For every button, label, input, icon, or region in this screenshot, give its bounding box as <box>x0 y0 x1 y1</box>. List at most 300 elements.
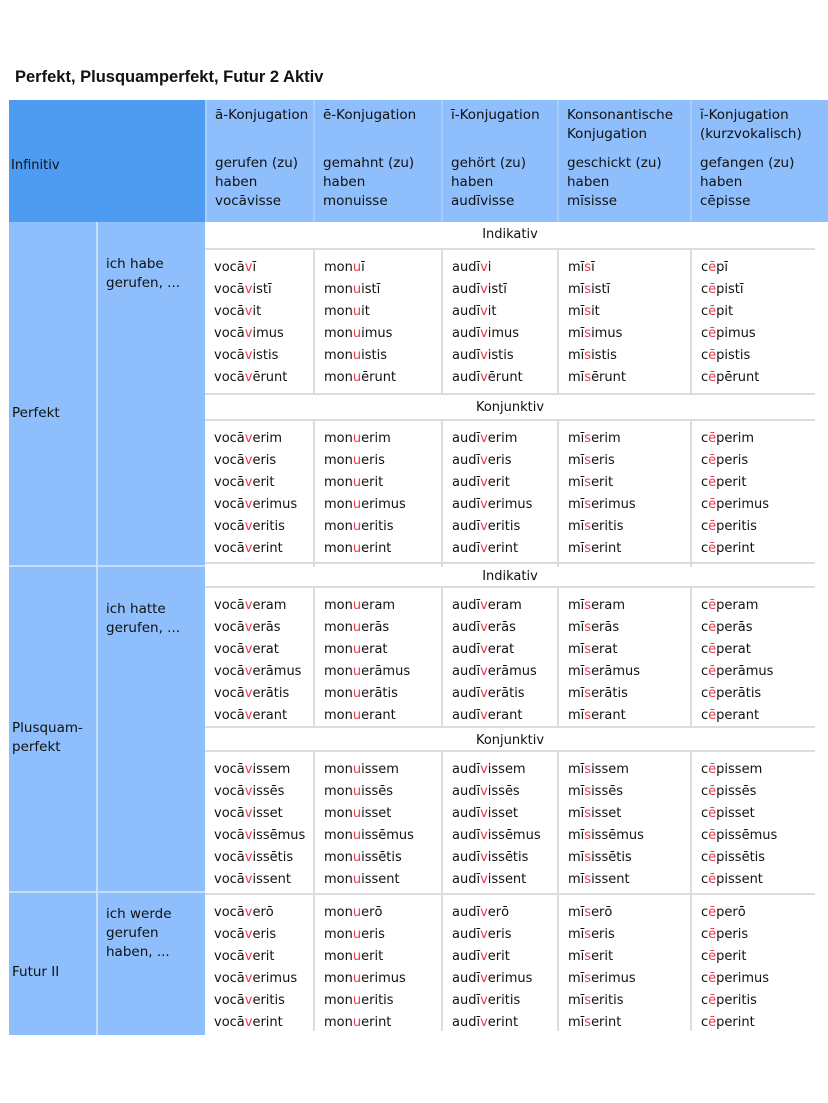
verb-form <box>701 279 819 301</box>
stem-part: audī <box>452 971 481 986</box>
ending-part: it <box>591 304 600 319</box>
stem-part: mī <box>568 370 585 385</box>
ending-part: erimus <box>487 497 533 512</box>
ending-part: erāmus <box>487 664 537 679</box>
perfect-stem-marker: ē <box>708 260 717 275</box>
perfect-stem-marker: u <box>352 519 362 534</box>
verb-form <box>324 759 441 781</box>
verb-form <box>452 345 557 367</box>
ending-part: eritis <box>252 993 285 1008</box>
ending-part: perim <box>716 431 755 446</box>
perfect-stem-marker: v <box>480 971 488 986</box>
perfect-stem-marker: ē <box>708 598 717 613</box>
perfect-stem-marker: v <box>480 828 488 843</box>
ending-part: isset <box>361 806 392 821</box>
ending-part: perās <box>716 620 753 635</box>
ending-part: erit <box>252 475 275 490</box>
perfect-stem-marker: u <box>352 708 362 723</box>
ending-part: istī <box>487 282 507 297</box>
perfect-stem-marker: s <box>584 971 592 986</box>
stem-part: vocā <box>214 348 245 363</box>
perfect-stem-marker: s <box>584 370 592 385</box>
stem-part: audī <box>452 598 481 613</box>
ending-part: eris <box>487 927 512 942</box>
column-infinitive: mīsisse <box>567 193 618 209</box>
ending-part: peris <box>716 453 749 468</box>
ending-part: ērunt <box>252 370 288 385</box>
verb-form <box>568 595 690 617</box>
verb-form <box>214 661 313 683</box>
verb-form <box>214 450 313 472</box>
verb-form <box>701 538 819 560</box>
verb-form <box>324 683 441 705</box>
verb-form <box>701 301 819 323</box>
perfect-stem-marker: ē <box>708 282 717 297</box>
verb-form <box>324 990 441 1012</box>
stem-part: vocā <box>214 642 245 657</box>
stem-part: vocā <box>214 519 245 534</box>
stem-part: mon <box>324 905 353 920</box>
translation-cell-futur-2 <box>96 893 205 1035</box>
stem-part: c <box>701 260 709 275</box>
ending-part: it <box>487 304 497 319</box>
perfect-stem-marker: v <box>244 598 253 613</box>
verb-form <box>452 759 557 781</box>
perfect-stem-marker: s <box>584 260 592 275</box>
stem-part: c <box>701 927 709 942</box>
verb-form <box>324 323 441 345</box>
verb-form <box>568 759 690 781</box>
ending-part: erimus <box>361 497 406 512</box>
stem-part: mī <box>568 686 585 701</box>
verb-form <box>452 825 557 847</box>
ending-part: erāmus <box>361 664 411 679</box>
column-name: ĭ-Konjugation (kurzvokalisch) <box>700 107 802 142</box>
stem-part: c <box>701 598 709 613</box>
ending-part: erit <box>591 949 614 964</box>
ending-part: pit <box>716 304 734 319</box>
ending-part: issem <box>591 762 629 777</box>
column-name: ī-Konjugation <box>451 107 540 123</box>
ending-part: erint <box>487 541 519 556</box>
stem-part: vocā <box>214 598 245 613</box>
header-col-kurzvokalisch-konjugation <box>690 100 828 222</box>
stem-part: mī <box>568 927 585 942</box>
tense-label: Perfekt <box>12 405 60 421</box>
ending-part: issētis <box>487 850 529 865</box>
stem-part: mī <box>568 806 585 821</box>
stem-part: vocā <box>214 971 245 986</box>
verb-form <box>701 639 819 661</box>
ending-part: istī <box>361 282 381 297</box>
stem-part: mī <box>568 993 585 1008</box>
ending-part: peritis <box>716 993 757 1008</box>
stem-part: mon <box>324 475 353 490</box>
perfect-stem-marker: s <box>584 762 592 777</box>
ending-part: erimus <box>591 497 636 512</box>
verb-form <box>701 683 819 705</box>
ending-part: it <box>252 304 262 319</box>
verb-form <box>568 323 690 345</box>
stem-part: audī <box>452 304 481 319</box>
verb-form <box>324 639 441 661</box>
verb-form <box>324 367 441 389</box>
verb-form <box>452 595 557 617</box>
verb-form <box>701 595 819 617</box>
forms-cell-i-konjugation <box>441 250 557 393</box>
ending-part: erimus <box>252 971 298 986</box>
stem-part: mon <box>324 664 353 679</box>
stem-part: audī <box>452 431 481 446</box>
stem-part: vocā <box>214 282 245 297</box>
verb-form <box>324 428 441 450</box>
perfect-stem-marker: s <box>584 519 592 534</box>
stem-part: mī <box>568 260 585 275</box>
ending-part: eram <box>487 598 522 613</box>
verb-form <box>214 683 313 705</box>
perfect-stem-marker: v <box>480 304 488 319</box>
verb-form <box>701 946 819 968</box>
ending-part: erō <box>487 905 510 920</box>
verb-form <box>701 869 819 891</box>
perfect-stem-marker: v <box>480 872 488 887</box>
perfect-stem-marker: u <box>352 828 362 843</box>
stem-part: mī <box>568 348 585 363</box>
perfect-stem-marker: u <box>352 642 362 657</box>
stem-part: mī <box>568 519 585 534</box>
perfect-stem-marker: v <box>480 949 488 964</box>
perfect-stem-marker: v <box>480 348 488 363</box>
perfect-stem-marker: u <box>352 620 362 635</box>
perfect-stem-marker: s <box>584 598 592 613</box>
stem-part: c <box>701 806 709 821</box>
perfect-stem-marker: v <box>244 370 253 385</box>
ending-part: imus <box>361 326 393 341</box>
verb-form <box>214 847 313 869</box>
perfect-stem-marker: u <box>352 927 362 942</box>
verb-form <box>452 990 557 1012</box>
verb-form <box>324 869 441 891</box>
perfect-stem-marker: s <box>584 1015 592 1030</box>
forms-cell-kurzvokalisch-konjugation <box>690 250 819 393</box>
ending-part: pisset <box>716 806 755 821</box>
forms-cell-konsonantische-konjugation <box>557 421 690 567</box>
perfect-stem-marker: u <box>352 949 362 964</box>
ending-part: eritis <box>361 993 394 1008</box>
verb-form <box>452 472 557 494</box>
ending-part: perit <box>716 475 747 490</box>
ending-part: ērunt <box>361 370 397 385</box>
verb-form <box>568 279 690 301</box>
verb-form <box>701 516 819 538</box>
stem-part: vocā <box>214 1015 245 1030</box>
ending-part: istis <box>361 348 387 363</box>
perfect-stem-marker: v <box>244 348 253 363</box>
perfect-stem-marker: s <box>584 806 592 821</box>
stem-part: audī <box>452 348 481 363</box>
stem-part: mī <box>568 708 585 723</box>
perfect-stem-marker: v <box>244 497 253 512</box>
ending-part: eris <box>252 927 277 942</box>
stem-part: mī <box>568 642 585 657</box>
perfect-stem-marker: v <box>480 905 488 920</box>
ending-part: imus <box>591 326 623 341</box>
forms-cell-e-konjugation <box>313 895 441 1031</box>
verb-form <box>452 301 557 323</box>
forms-cell-i-konjugation <box>441 421 557 567</box>
verb-form <box>452 494 557 516</box>
verb-form <box>324 345 441 367</box>
perfect-stem-marker: v <box>480 431 488 446</box>
ending-part: pimus <box>716 326 756 341</box>
ending-part: ī <box>252 260 257 275</box>
perfect-stem-marker: ē <box>708 784 717 799</box>
perfect-stem-marker: v <box>244 993 253 1008</box>
stem-part: vocā <box>214 664 245 679</box>
perfect-stem-marker: u <box>352 806 362 821</box>
stem-part: mī <box>568 784 585 799</box>
perfect-stem-marker: ē <box>708 828 717 843</box>
mood-label-perfekt-indikativ: Indikativ <box>205 222 815 250</box>
stem-part: audī <box>452 519 481 534</box>
ending-part: peritis <box>716 519 757 534</box>
stem-part: mon <box>324 971 353 986</box>
stem-part: c <box>701 850 709 865</box>
stem-part: mon <box>324 431 353 446</box>
ending-part: issēs <box>361 784 394 799</box>
verb-form <box>452 902 557 924</box>
verb-form <box>324 494 441 516</box>
perfect-stem-marker: ē <box>708 519 717 534</box>
perfect-stem-marker: s <box>584 949 592 964</box>
stem-part: vocā <box>214 806 245 821</box>
ending-part: issem <box>252 762 291 777</box>
verb-form <box>214 902 313 924</box>
perfect-stem-marker: v <box>480 806 488 821</box>
forms-cell-konsonantische-konjugation <box>557 752 690 893</box>
verb-form <box>568 661 690 683</box>
stem-part: mon <box>324 686 353 701</box>
verb-form <box>568 968 690 990</box>
perfect-stem-marker: v <box>244 664 253 679</box>
verb-form <box>701 323 819 345</box>
stem-part: mon <box>324 453 353 468</box>
translation-text: ich habe gerufen, ... <box>106 256 181 291</box>
verb-form <box>568 538 690 560</box>
perfect-stem-marker: v <box>480 1015 488 1030</box>
ending-part: istī <box>252 282 272 297</box>
ending-part: erant <box>591 708 626 723</box>
ending-part: issētis <box>361 850 402 865</box>
verb-form <box>214 1012 313 1034</box>
stem-part: mī <box>568 598 585 613</box>
perfect-stem-marker: s <box>584 453 592 468</box>
stem-part: mon <box>324 784 353 799</box>
ending-part: issēs <box>487 784 520 799</box>
forms-cell-a-konjugation <box>205 588 313 726</box>
verb-form <box>452 946 557 968</box>
ending-part: eris <box>591 927 615 942</box>
ending-part: ī <box>361 260 365 275</box>
stem-part: vocā <box>214 686 245 701</box>
perfect-stem-marker: s <box>584 326 592 341</box>
verb-form <box>214 946 313 968</box>
ending-part: it <box>361 304 370 319</box>
ending-part: isset <box>487 806 519 821</box>
stem-part: c <box>701 905 709 920</box>
verb-form <box>324 661 441 683</box>
stem-part: audī <box>452 993 481 1008</box>
forms-cell-kurzvokalisch-konjugation <box>690 895 819 1031</box>
perfect-stem-marker: u <box>352 1015 362 1030</box>
ending-part: erāmus <box>252 664 302 679</box>
perfect-stem-marker: s <box>584 686 592 701</box>
stem-part: c <box>701 620 709 635</box>
verb-form <box>324 705 441 727</box>
perfect-stem-marker: v <box>244 620 253 635</box>
ending-part: ērunt <box>591 370 626 385</box>
stem-part: mon <box>324 326 353 341</box>
perfect-stem-marker: u <box>352 872 362 887</box>
forms-cell-a-konjugation <box>205 421 313 567</box>
verb-form <box>214 759 313 781</box>
perfect-stem-marker: s <box>584 664 592 679</box>
perfect-stem-marker: s <box>584 642 592 657</box>
ending-part: issent <box>252 872 291 887</box>
ending-part: erās <box>591 620 620 635</box>
stem-part: mon <box>324 282 353 297</box>
perfect-stem-marker: v <box>480 326 488 341</box>
perfect-stem-marker: v <box>244 453 253 468</box>
perfect-stem-marker: u <box>352 475 362 490</box>
verb-form <box>701 367 819 389</box>
stem-part: audī <box>452 762 481 777</box>
verb-form <box>568 825 690 847</box>
perfect-stem-marker: u <box>352 850 362 865</box>
verb-form <box>324 781 441 803</box>
stem-part: audī <box>452 949 481 964</box>
stem-part: audī <box>452 642 481 657</box>
verb-form <box>701 803 819 825</box>
forms-block <box>205 250 815 395</box>
ending-part: perint <box>716 1015 755 1030</box>
ending-part: erātis <box>487 686 525 701</box>
verb-form <box>568 990 690 1012</box>
stem-part: audī <box>452 326 481 341</box>
verb-form <box>324 516 441 538</box>
verb-form <box>701 759 819 781</box>
ending-part: issēmus <box>252 828 306 843</box>
perfect-stem-marker: u <box>352 370 362 385</box>
tense-cell-plusquamperfekt <box>9 567 96 893</box>
verb-form <box>452 257 557 279</box>
column-infinitive: cēpisse <box>700 193 751 209</box>
verb-form <box>568 257 690 279</box>
perfect-stem-marker: ē <box>708 475 717 490</box>
verb-form <box>701 450 819 472</box>
stem-part: mon <box>324 850 353 865</box>
ending-part: eritis <box>591 519 624 534</box>
ending-part: erint <box>591 1015 622 1030</box>
ending-part: erint <box>591 541 622 556</box>
stem-part: mon <box>324 541 353 556</box>
forms-cell-i-konjugation <box>441 588 557 726</box>
ending-part: issēs <box>591 784 623 799</box>
forms-cell-e-konjugation <box>313 421 441 567</box>
verb-form <box>568 847 690 869</box>
ending-part: perātis <box>716 686 762 701</box>
perfect-stem-marker: v <box>480 282 488 297</box>
translation-cell-plusquamperfekt <box>96 567 205 893</box>
stem-part: vocā <box>214 431 245 446</box>
ending-part: istī <box>591 282 611 297</box>
stem-part: c <box>701 1015 709 1030</box>
ending-part: eritis <box>591 993 624 1008</box>
perfect-stem-marker: v <box>480 497 488 512</box>
perfect-stem-marker: s <box>584 348 592 363</box>
forms-block <box>205 421 815 567</box>
stem-part: mī <box>568 664 585 679</box>
verb-form <box>701 781 819 803</box>
verb-form <box>701 345 819 367</box>
verb-form <box>701 1012 819 1034</box>
perfect-stem-marker: ē <box>708 642 717 657</box>
verb-form <box>568 367 690 389</box>
stem-part: mon <box>324 519 353 534</box>
verb-form <box>701 428 819 450</box>
column-name: Konsonantische Konjugation <box>567 107 674 142</box>
verb-form <box>701 902 819 924</box>
verb-form <box>452 450 557 472</box>
verb-form <box>701 924 819 946</box>
verb-form <box>452 279 557 301</box>
ending-part: erant <box>487 708 523 723</box>
ending-part: issēmus <box>361 828 414 843</box>
ending-part: perimus <box>716 971 770 986</box>
ending-part: eris <box>252 453 277 468</box>
stem-part: mon <box>324 370 353 385</box>
verb-form <box>324 450 441 472</box>
perfect-stem-marker: v <box>480 541 488 556</box>
verb-form <box>324 301 441 323</box>
stem-part: vocā <box>214 828 245 843</box>
perfect-stem-marker: v <box>244 1015 253 1030</box>
verb-form <box>214 781 313 803</box>
infinitive-label: Infinitiv <box>11 158 60 173</box>
mood-label-perfekt-konjunktiv: Konjunktiv <box>205 393 815 421</box>
stem-part: vocā <box>214 475 245 490</box>
stem-part: c <box>701 431 709 446</box>
ending-part: erō <box>591 905 613 920</box>
stem-part: vocā <box>214 993 245 1008</box>
verb-form <box>568 803 690 825</box>
verb-form <box>568 869 690 891</box>
perfect-stem-marker: v <box>244 519 253 534</box>
perfect-stem-marker: u <box>352 905 362 920</box>
verb-form <box>324 279 441 301</box>
stem-part: vocā <box>214 784 245 799</box>
stem-part: mī <box>568 282 585 297</box>
column-name: ā-Konjugation <box>215 107 309 123</box>
translation-text: ich werde gerufen haben, ... <box>106 906 172 960</box>
verb-form <box>214 869 313 891</box>
perfect-stem-marker: ē <box>708 541 717 556</box>
perfect-stem-marker: s <box>584 708 592 723</box>
verb-form <box>452 323 557 345</box>
ending-part: erit <box>487 475 510 490</box>
perfect-stem-marker: v <box>244 260 253 275</box>
verb-form <box>214 301 313 323</box>
